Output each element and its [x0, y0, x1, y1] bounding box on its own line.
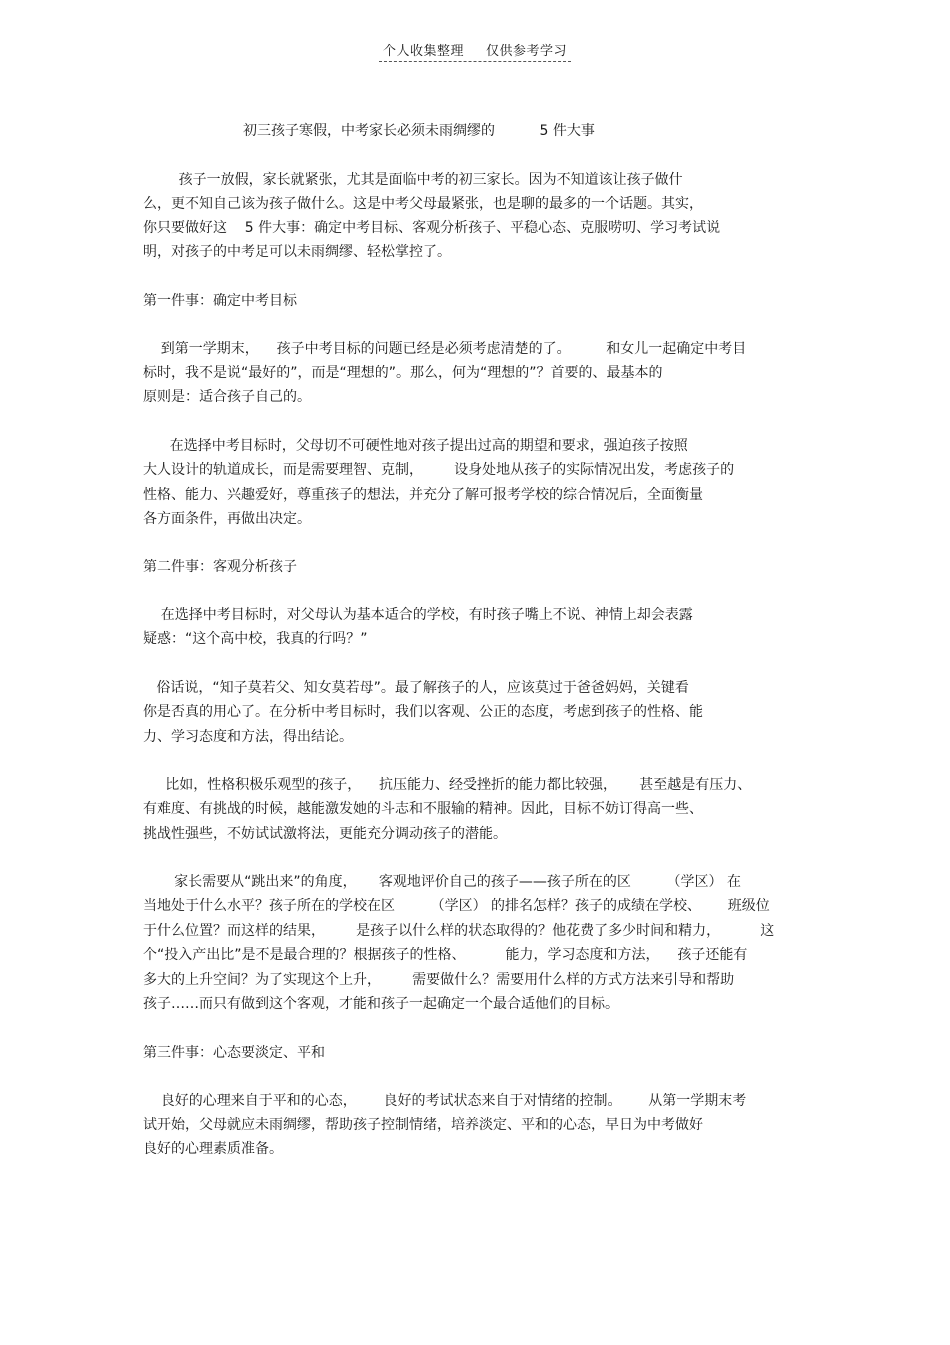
page-header — [0, 40, 950, 62]
paragraph-line: 挑战性强些，不妨试试激将法，更能充分调动孩子的潜能。 — [143, 826, 507, 842]
header-right-text: 仅供参考学习 — [486, 44, 568, 59]
paragraph-line: 比如，性格积极乐观型的孩子， 抗压能力、经受挫折的能力都比较强， 甚至越是有压力、 — [143, 777, 752, 793]
paragraph-line: 力、学习态度和方法，得出结论。 — [143, 729, 353, 745]
paragraph-line: 疑惑：“这个高中校，我真的行吗？” — [143, 631, 368, 647]
paragraph-line: 孩子……而只有做到这个客观，才能和孩子一起确定一个最合适他们的目标。 — [143, 996, 619, 1012]
paragraph-line: 大人设计的轨道成长，而是需要理智、克制， 设身处地从孩子的实际情况出发，考虑孩子的 — [143, 462, 735, 478]
paragraph-line: 原则是：适合孩子自己的。 — [143, 389, 311, 405]
section-heading-3: 第三件事：心态要淡定、平和 — [143, 1045, 325, 1061]
paragraph-line: 试开始，父母就应未雨绸缪，帮助孩子控制情绪，培养淡定、平和的心态，早日为中考做好 — [143, 1117, 703, 1133]
paragraph-line: 性格、能力、兴趣爱好，尊重孩子的想法，并充分了解可报考学校的综合情况后，全面衡量 — [143, 487, 703, 503]
section-heading-1: 第一件事：确定中考目标 — [143, 293, 297, 309]
document-title: 初三孩子寒假，中考家长必须未雨绸缪的 5 件大事 — [243, 123, 595, 139]
section-heading-2: 第二件事：客观分析孩子 — [143, 559, 297, 575]
paragraph-line: 多大的上升空间？为了实现这个上升， 需要做什么？需要用什么样的方式方法来引导和帮助 — [143, 972, 735, 988]
paragraph-line: 俗话说，“知子莫若父、知女莫若母”。最了解孩子的人，应该莫过于爸爸妈妈，关键看 — [143, 680, 689, 696]
paragraph-line: 在选择中考目标时，父母切不可硬性地对孩子提出过高的期望和要求，强迫孩子按照 — [143, 438, 688, 454]
header-left-text: 个人收集整理 — [382, 44, 464, 59]
paragraph-line: 到第一学期末， 孩子中考目标的问题已经是必须考虑清楚的了。 和女儿一起确定中考目 — [143, 341, 747, 357]
paragraph-line: 良好的心理素质准备。 — [143, 1141, 283, 1157]
paragraph-line: 你是否真的用心了。在分析中考目标时，我们以客观、公正的态度，考虑到孩子的性格、能 — [143, 704, 703, 720]
paragraph-line: 个“投入产出比”是不是最合理的？根据孩子的性格、 能力，学习态度和方法， 孩子还能有 — [143, 947, 748, 963]
paragraph-line: 标时，我不是说“最好的”，而是“理想的”。那么，何为“理想的”？首要的、最基本的 — [143, 365, 663, 381]
paragraph-line: 在选择中考目标时，对父母认为基本适合的学校，有时孩子嘴上不说、神情上却会表露 — [143, 607, 693, 623]
paragraph-line: 孩子一放假，家长就紧张，尤其是面临中考的初三家长。因为不知道该让孩子做什 — [143, 172, 683, 188]
paragraph-line: 于什么位置？而这样的结果， 是孩子以什么样的状态取得的？他花费了多少时间和精力， 这 — [143, 923, 775, 939]
paragraph-line: 明，对孩子的中考足可以未雨绸缪、轻松掌控了。 — [143, 244, 451, 260]
paragraph-line: 各方面条件，再做出决定。 — [143, 511, 311, 527]
paragraph-line: 么，更不知自己该为孩子做什么。这是中考父母最紧张，也是聊的最多的一个话题。其实， — [143, 196, 703, 212]
paragraph-line: 当地处于什么水平？孩子所在的学校在区 （学区） 的排名怎样？孩子的成绩在学校、 班级位 — [143, 898, 770, 914]
paragraph-line: 有难度、有挑战的时候，越能激发她的斗志和不服输的精神。因此，目标不妨订得高一些、 — [143, 801, 703, 817]
paragraph-line: 家长需要从“跳出来”的角度， 客观地评价自己的孩子——孩子所在的区 （学区） 在 — [143, 874, 741, 890]
paragraph-line: 你只要做好这 5 件大事：确定中考目标、客观分析孩子、平稳心态、克服唠叨、学习考试说 — [143, 220, 721, 236]
paragraph-line: 良好的心理来自于平和的心态， 良好的考试状态来自于对情绪的控制。 从第一学期末考 — [143, 1093, 747, 1109]
header-banner — [379, 40, 571, 62]
